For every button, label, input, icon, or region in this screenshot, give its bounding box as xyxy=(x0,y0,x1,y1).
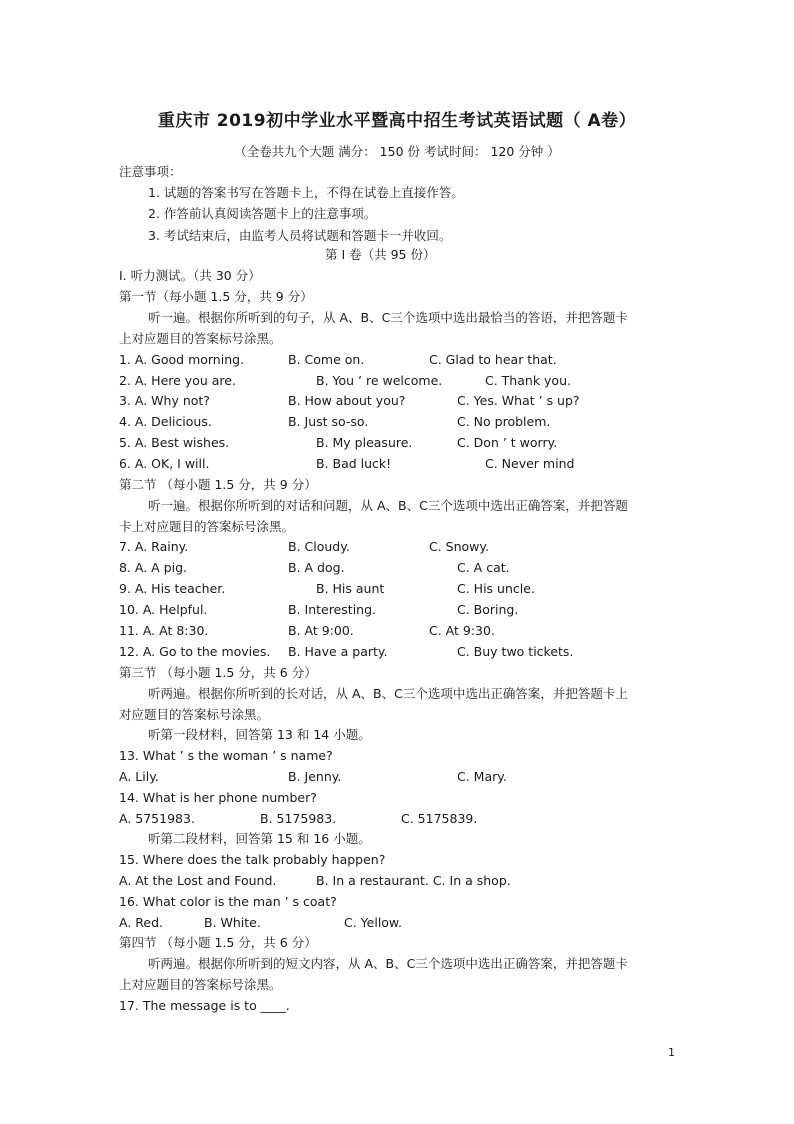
material-note: 听第一段材料，回答第 13 和 14 小题。 xyxy=(148,727,371,742)
question-option: C. Snowy. xyxy=(429,539,489,554)
question-option: 3. A. Why not? xyxy=(119,393,210,408)
section-instruction: 听一遍。根据你所听到的句子，从 A、B、C三个选项中选出最恰当的答语，并把答题卡 xyxy=(148,310,628,325)
page-title: 重庆市 2019初中学业水平暨高中招生考试英语试题（ A卷） xyxy=(157,111,637,131)
question-option: C. Never mind xyxy=(485,456,575,471)
question-option: C. No problem. xyxy=(457,414,551,429)
exam-info: （全卷共九个大题 满分： 150 份 考试时间： 120 分钟 ） xyxy=(234,144,560,159)
question-option: 1. A. Good morning. xyxy=(119,352,245,367)
question-option: C. Yes. What ’ s up? xyxy=(457,393,580,408)
question-option: B. Come on. xyxy=(288,352,365,367)
question-option: B. Cloudy. xyxy=(288,539,350,554)
note-item: 1. 试题的答案书写在答题卡上，不得在试卷上直接作答。 xyxy=(148,185,464,200)
question-option: 10. A. Helpful. xyxy=(119,602,208,617)
question-option: A. Lily. xyxy=(119,769,159,784)
volume-title: 第 Ⅰ 卷（共 95 份） xyxy=(325,247,436,262)
section-instruction: 上对应题目的答案标号涂黑。 xyxy=(119,331,282,346)
question-text: 15. Where does the talk probably happen? xyxy=(119,852,386,867)
question-option: 11. A. At 8:30. xyxy=(119,623,209,638)
page-number: 1 xyxy=(668,1046,675,1059)
question-option: 6. A. OK, I will. xyxy=(119,456,210,471)
question-text: 13. What ’ s the woman ’ s name? xyxy=(119,748,333,763)
question-option: 9. A. His teacher. xyxy=(119,581,226,596)
question-text: 16. What color is the man ’ s coat? xyxy=(119,894,337,909)
material-note: 听第二段材料，回答第 15 和 16 小题。 xyxy=(148,831,371,846)
section-instruction: 听两遍。根据你所听到的长对话，从 A、B、C三个选项中选出正确答案，并把答题卡上 xyxy=(148,686,628,701)
question-option: B. Jenny. xyxy=(288,769,342,784)
section-instruction: 对应题目的答案标号涂黑。 xyxy=(119,707,270,722)
question-text: 14. What is her phone number? xyxy=(119,790,317,805)
question-option: A. Red. xyxy=(119,915,164,930)
question-option: C. Thank you. xyxy=(485,373,571,388)
question-option: B. White. xyxy=(204,915,261,930)
question-option: B. Bad luck! xyxy=(316,456,392,471)
question-option: B. My pleasure. xyxy=(316,435,413,450)
question-option: B. His aunt xyxy=(316,581,385,596)
question-option: C. Glad to hear that. xyxy=(429,352,557,367)
question-option: C. Mary. xyxy=(457,769,507,784)
question-option: B. In a restaurant. C. In a shop. xyxy=(316,873,511,888)
section-instruction: 卡上对应题目的答案标号涂黑。 xyxy=(119,519,295,534)
question-option: 2. A. Here you are. xyxy=(119,373,236,388)
question-option: 8. A. A pig. xyxy=(119,560,188,575)
note-item: 2. 作答前认真阅读答题卡上的注意事项。 xyxy=(148,206,377,221)
question-option: B. Have a party. xyxy=(288,644,388,659)
section-instruction: 听一遍。根据你所听到的对话和问题，从 A、B、C三个选项中选出正确答案，并把答题 xyxy=(148,498,628,513)
question-option: A. At the Lost and Found. xyxy=(119,873,277,888)
question-option: C. Yellow. xyxy=(344,915,402,930)
notes-heading: 注意事项： xyxy=(119,164,182,179)
question-option: B. A dog. xyxy=(288,560,345,575)
question-option: B. How about you? xyxy=(288,393,406,408)
section-instruction: 上对应题目的答案标号涂黑。 xyxy=(119,977,282,992)
question-option: 5. A. Best wishes. xyxy=(119,435,230,450)
question-text: 17. The message is to ____. xyxy=(119,998,290,1013)
question-option: 7. A. Rainy. xyxy=(119,539,189,554)
question-option: C. Boring. xyxy=(457,602,519,617)
question-option: C. Buy two tickets. xyxy=(457,644,574,659)
question-option: C. 5175839. xyxy=(401,811,478,826)
question-option: 12. A. Go to the movies. xyxy=(119,644,271,659)
part-title: I. 听力测试。（共 30 分） xyxy=(119,268,261,283)
question-option: B. Interesting. xyxy=(288,602,376,617)
note-item: 3. 考试结束后，由监考人员将试题和答题卡一并收回。 xyxy=(148,228,452,243)
question-option: A. 5751983. xyxy=(119,811,195,826)
section-instruction: 听两遍。根据你所听到的短文内容，从 A、B、C三个选项中选出正确答案，并把答题卡 xyxy=(148,956,628,971)
section-title: 第二节 （每小题 1.5 分，共 9 分） xyxy=(119,477,317,492)
section-title: 第一节（每小题 1.5 分，共 9 分） xyxy=(119,289,313,304)
question-option: B. You ’ re welcome. xyxy=(316,373,443,388)
question-option: C. A cat. xyxy=(457,560,510,575)
section-title: 第三节 （每小题 1.5 分，共 6 分） xyxy=(119,665,317,680)
question-option: B. Just so-so. xyxy=(288,414,369,429)
section-title: 第四节 （每小题 1.5 分，共 6 分） xyxy=(119,935,317,950)
question-option: B. 5175983. xyxy=(260,811,337,826)
question-option: B. At 9:00. xyxy=(288,623,354,638)
question-option: C. At 9:30. xyxy=(429,623,495,638)
question-option: 4. A. Delicious. xyxy=(119,414,212,429)
question-option: C. Don ’ t worry. xyxy=(457,435,558,450)
question-option: C. His uncle. xyxy=(457,581,535,596)
